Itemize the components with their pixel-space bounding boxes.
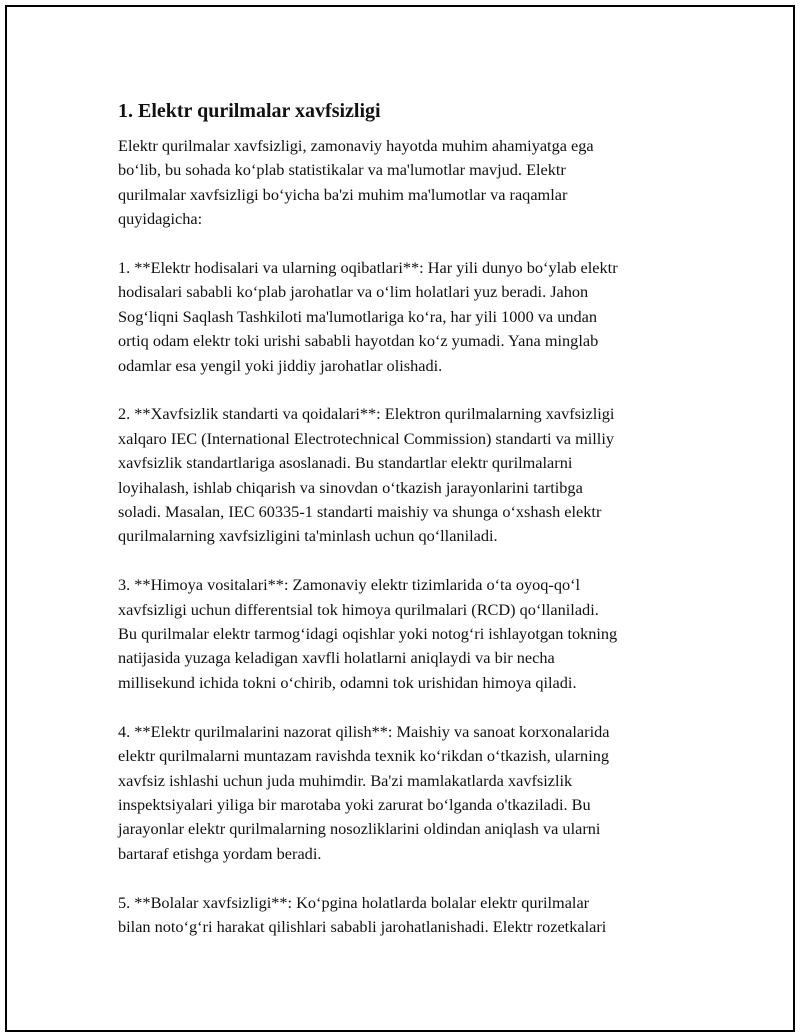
text-line: Sog‘liqni Saqlash Tashkiloti ma'lumotlariga ko‘ra, har yili 1000 va undan	[118, 306, 598, 326]
text-line: xalqaro IEC (International Electrotechnical Commission) standarti va milliy	[118, 428, 614, 448]
text-line: xavfsiz ishlashi uchun juda muhimdir. Ba'zi mamlakatlarda xavfsizlik	[118, 770, 573, 790]
text-line: hodisalari sababli ko‘plab jarohatlar va o‘lim holatlari yuz beradi. Jahon	[118, 282, 589, 302]
text-line: 2. **Xavfsizlik standarti va qoidalari**: Elektron qurilmalarning xavfsizligi	[118, 404, 615, 424]
item-paragraph-4	[118, 720, 698, 866]
text-line: xavfsizlik standartlariga asoslanadi. Bu standartlar elektr qurilmalarni	[118, 453, 573, 473]
document-body	[118, 98, 698, 964]
item-paragraph-2	[118, 402, 698, 548]
section-heading: 1. Elektr qurilmalar xavfsizligi	[118, 100, 381, 122]
text-line: bo‘lib, bu sohada ko‘plab statistikalar va ma'lumotlar mavjud. Elektr	[118, 160, 566, 180]
text-line: natijasida yuzaga keladigan xavfli holatlarni aniqlaydi va bir necha	[118, 648, 555, 668]
text-line: jarayonlar elektr qurilmalarning nosozliklarini oldindan aniqlash va ularni	[118, 819, 601, 839]
text-line: 1. **Elektr hodisalari va ularning oqibatlari**: Har yili dunyo bo‘ylab elektr	[118, 258, 618, 278]
text-line: qurilmalar xavfsizligi bo‘yicha ba'zi muhim ma'lumotlar va raqamlar	[118, 184, 568, 204]
item-paragraph-3	[118, 573, 698, 695]
text-line: elektr qurilmalarni muntazam ravishda texnik ko‘rikdan o‘tkazish, ularning	[118, 746, 609, 766]
text-line: soladi. Masalan, IEC 60335-1 standarti maishiy va shunga o‘xshash elektr	[118, 502, 602, 522]
text-line: 4. **Elektr qurilmalarini nazorat qilish**: Maishiy va sanoat korxonalarida	[118, 721, 610, 741]
page-frame	[5, 5, 795, 1032]
item-paragraph-5	[118, 891, 698, 940]
text-line: 5. **Bolalar xavfsizligi**: Ko‘pgina holatlarda bolalar elektr qurilmalar	[118, 892, 590, 912]
text-line: millisekund ichida tokni o‘chirib, odamni tok urishidan himoya qiladi.	[118, 672, 577, 692]
text-line: loyihalash, ishlab chiqarish va sinovdan o‘tkazish jarayonlarini tartibga	[118, 477, 583, 497]
text-line: Bu qurilmalar elektr tarmog‘idagi oqishlar yoki notog‘ri ishlayotgan tokning	[118, 624, 618, 644]
text-line: bilan noto‘g‘ri harakat qilishlari sababli jarohatlanishadi. Elektr rozetkalari	[118, 916, 607, 936]
text-line: inspektsiyalari yiliga bir marotaba yoki zarurat bo‘lganda o'tkaziladi. Bu	[118, 794, 591, 814]
intro-paragraph	[118, 134, 698, 232]
text-line: qurilmalarning xavfsizligini ta'minlash uchun qo‘llaniladi.	[118, 526, 498, 546]
text-line: Elektr qurilmalar xavfsizligi, zamonaviy hayotda muhim ahamiyatga ega	[118, 136, 594, 155]
text-line: quyidagicha:	[118, 209, 203, 229]
text-line: bartaraf etishga yordam beradi.	[118, 843, 322, 863]
text-line: 3. **Himoya vositalari**: Zamonaviy elektr tizimlarida o‘ta oyoq-qo‘l	[118, 575, 581, 595]
text-line: ortiq odam elektr toki urishi sababli hayotdan ko‘z yumadi. Yana minglab	[118, 331, 599, 351]
text-line: odamlar esa yengil yoki jiddiy jarohatlar olishadi.	[118, 355, 443, 375]
item-paragraph-1	[118, 256, 698, 378]
text-line: xavfsizligi uchun differentsial tok himoya qurilmalari (RCD) qo‘llaniladi.	[118, 599, 599, 619]
